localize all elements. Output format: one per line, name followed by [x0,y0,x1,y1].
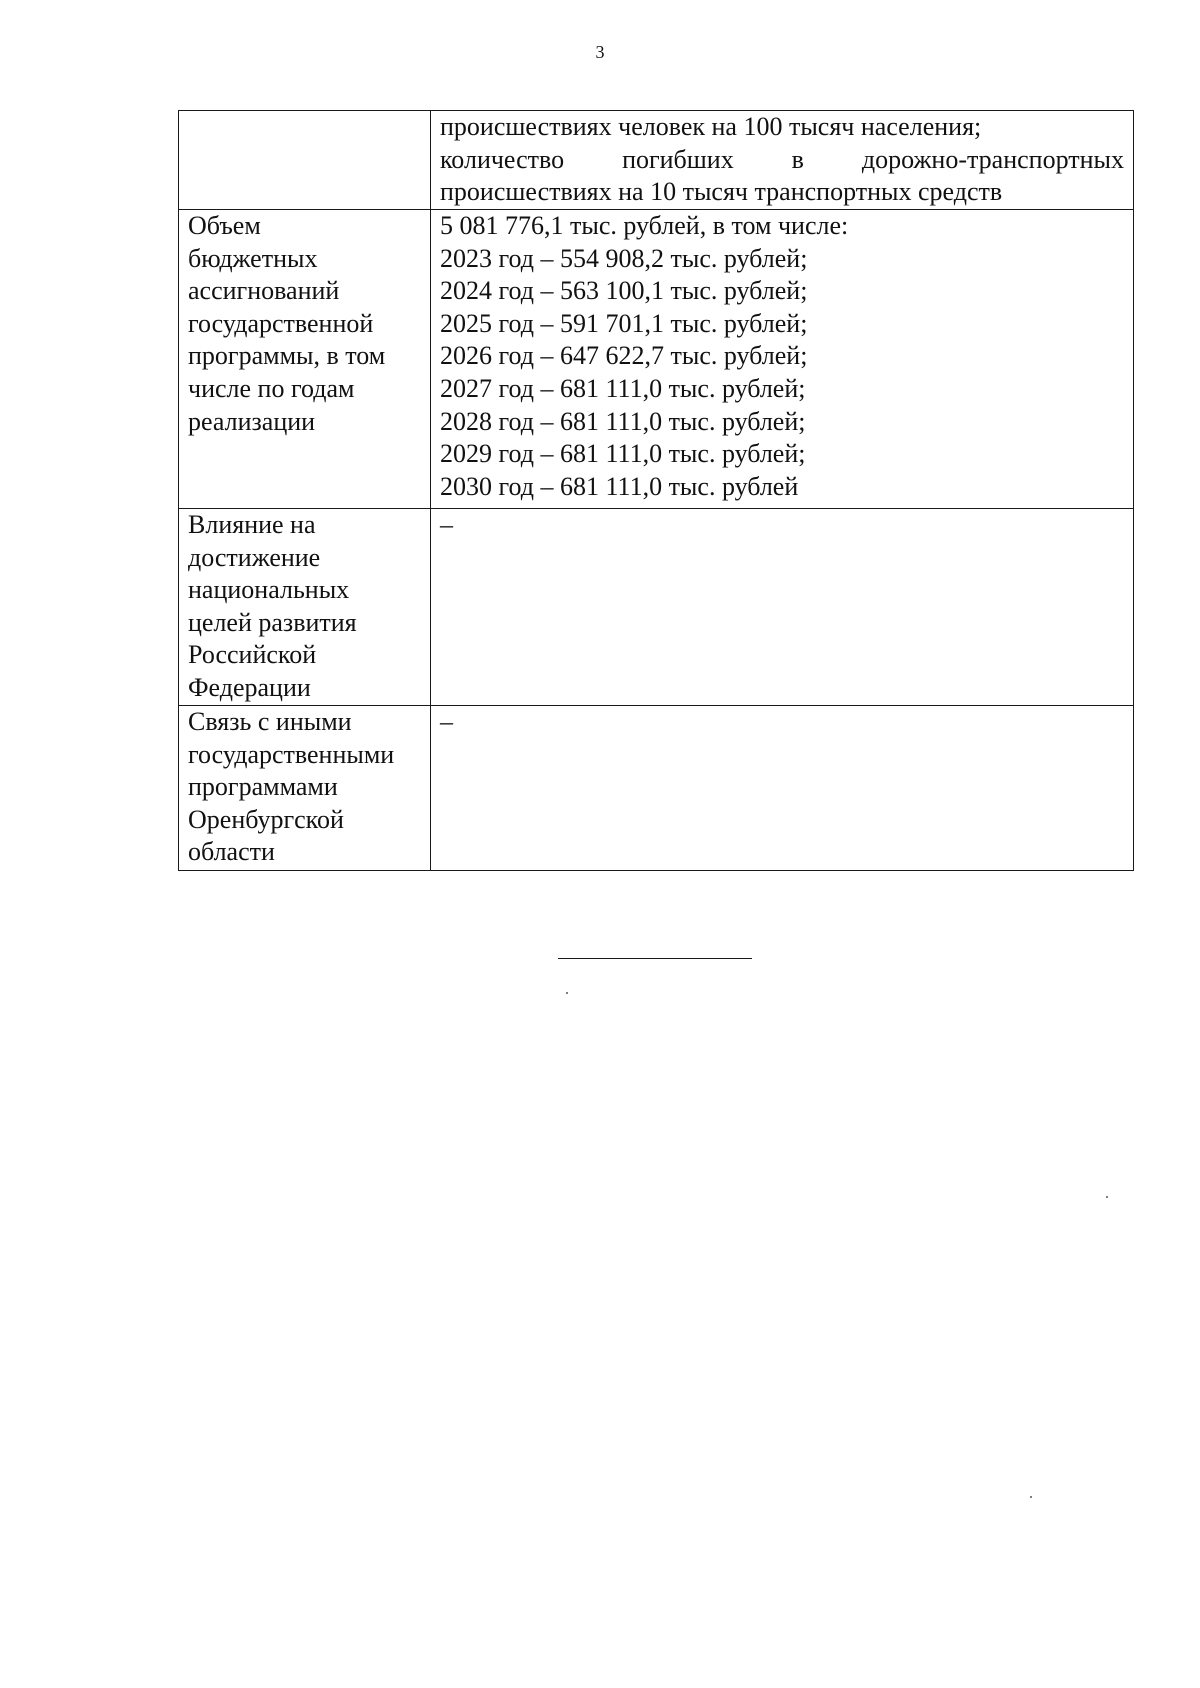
link-label-line: программами [188,772,338,802]
word: погибших [622,144,734,174]
page-number: 3 [595,42,605,62]
budget-label-line: бюджетных [188,243,318,273]
budget-label-line: ассигнований [188,276,340,306]
word: дорожно-транспортных [861,144,1124,174]
row-top-value-cell [431,111,1134,210]
scan-speck [1106,1196,1108,1198]
table-row [179,210,1134,509]
link-value: – [440,707,453,736]
impact-label-line: достижение [188,542,321,572]
budget-label-line: программы, в том [188,341,386,371]
budget-total: 5 081 776,1 тыс. рублей, в том числе: [440,211,849,240]
budget-label-line: государственной [188,308,374,338]
scan-speck [566,992,568,994]
impact-label-cell [179,509,431,706]
link-label-line: Связь с иными [188,707,352,736]
budget-label-cell [179,210,431,509]
word: количество [440,144,565,174]
link-label-cell [179,706,431,871]
scan-speck [1030,1496,1032,1498]
link-label-line: Оренбургской [188,804,344,834]
table-row [179,111,1134,210]
budget-value-cell [431,210,1134,509]
budget-year-line: 2027 год – 681 111,0 тыс. рублей; [440,373,806,403]
end-of-document-rule [558,958,752,959]
program-passport-table [178,110,1134,871]
row-top-label-cell [179,111,431,210]
link-value-cell [431,706,1134,871]
impact-label-line: Федерации [188,672,311,702]
budget-year-line: 2029 год – 681 111,0 тыс. рублей; [440,439,806,469]
budget-year-line: 2026 год – 647 622,7 тыс. рублей; [440,341,808,371]
budget-label-line: числе по годам [188,373,355,403]
budget-year-line: 2023 год – 554 908,2 тыс. рублей; [440,243,808,273]
link-label-line: государственными [188,739,395,769]
budget-label-line: Объем [188,211,261,240]
impact-value-cell [431,509,1134,706]
indicator-line-justified [440,144,1124,177]
indicator-line: происшествиях человек на 100 тысяч населения; [440,112,982,141]
table-row [179,706,1134,871]
budget-year-line: 2028 год – 681 111,0 тыс. рублей; [440,406,806,436]
impact-label-line: целей развития [188,607,357,637]
impact-label-line: Российской [188,640,317,670]
impact-label-line: Влияние на [188,510,316,539]
budget-year-line: 2025 год – 591 701,1 тыс. рублей; [440,308,808,338]
table-row [179,509,1134,706]
indicator-line: происшествиях на 10 тысяч транспортных средств [440,177,1003,207]
budget-year-line: 2024 год – 563 100,1 тыс. рублей; [440,276,808,306]
budget-label-line: реализации [188,406,316,436]
impact-label-line: национальных [188,575,350,605]
word: в [791,144,804,174]
impact-value: – [440,510,453,539]
budget-year-line: 2030 год – 681 111,0 тыс. рублей [440,471,799,501]
link-label-line: области [188,837,275,867]
